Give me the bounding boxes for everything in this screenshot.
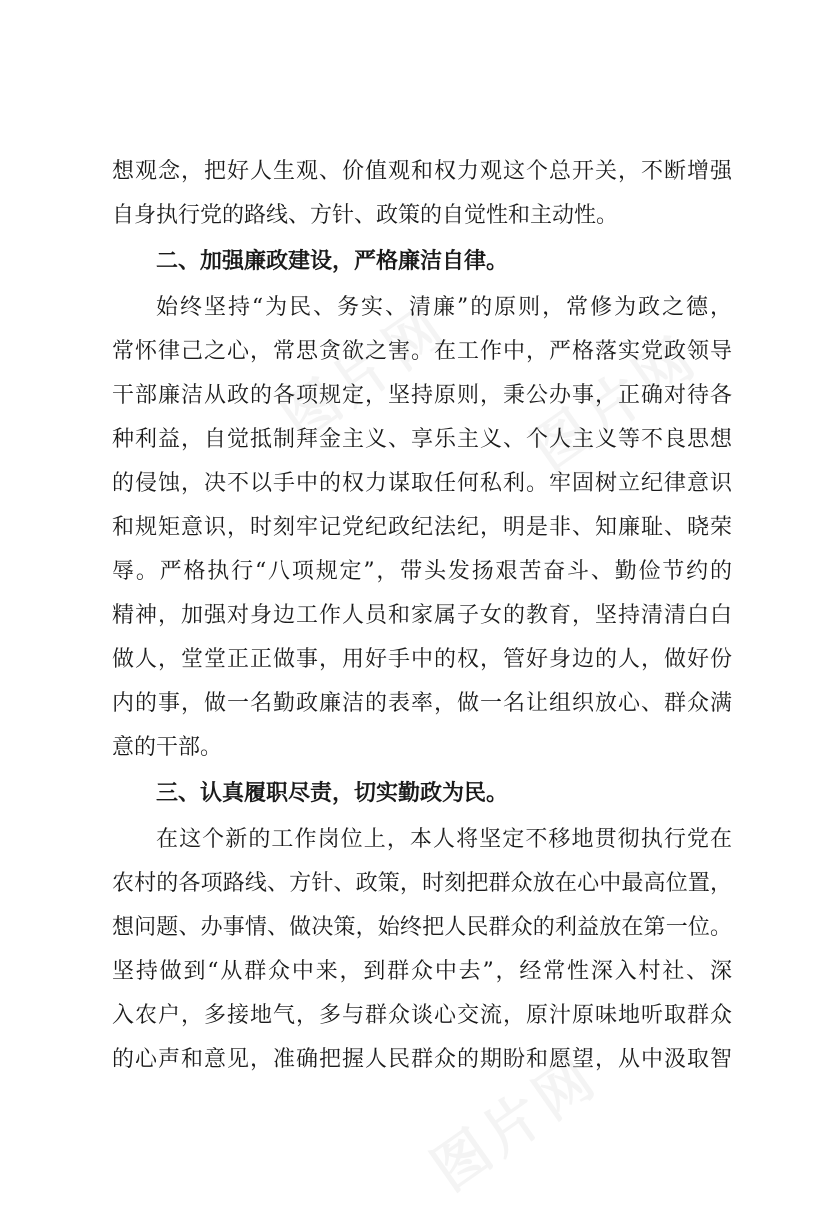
watermark xyxy=(420,1080,606,1160)
paragraph-line: 想观念，把好人生观、价值观和权力观这个总开关，不断增强 xyxy=(112,159,732,184)
paragraph-line: 坚持做到“从群众中来，到群众中去”，经常性深入村社、深 xyxy=(112,959,732,984)
paragraph-line: 的侵蚀，决不以手中的权力谋取任何私利。牢固树立纪律意识 xyxy=(112,471,732,496)
paragraph-line: 想问题、办事情、做决策，始终把人民群众的利益放在第一位。 xyxy=(112,915,732,940)
paragraph-line: 自身执行党的路线、方针、政策的自觉性和主动性。 xyxy=(112,203,619,228)
paragraph-line: 在这个新的工作岗位上，本人将坚定不移地贯彻执行党在 xyxy=(156,827,732,852)
paragraph-line: 干部廉洁从政的各项规定，坚持原则，秉公办事，正确对待各 xyxy=(112,383,732,408)
paragraph-line: 辱。严格执行“八项规定”，带头发扬艰苦奋斗、勤俭节约的 xyxy=(112,559,732,584)
paragraph-line: 和规矩意识，时刻牢记党纪政纪法纪，明是非、知廉耻、晓荣 xyxy=(112,515,732,540)
paragraph-line: 始终坚持“为民、务实、清廉”的原则，常修为政之德， xyxy=(156,295,732,320)
paragraph-line: 常怀律己之心，常思贪欲之害。在工作中，严格落实党政领导 xyxy=(112,339,732,364)
paragraph-line: 意的干部。 xyxy=(112,735,223,760)
section-heading: 三、认真履职尽责，切实勤政为民。 xyxy=(156,781,509,806)
paragraph-line: 入农户，多接地气，多与群众谈心交流，原汁原味地听取群众 xyxy=(112,1003,732,1028)
section-heading: 二、加强廉政建设，严格廉洁自律。 xyxy=(156,249,509,274)
paragraph-line: 做人，堂堂正正做事，用好手中的权，管好身边的人，做好份 xyxy=(112,647,732,672)
paragraph-line: 农村的各项路线、方针、政策，时刻把群众放在心中最高位置， xyxy=(112,871,732,896)
paragraph-line: 精神，加强对身边工作人员和家属子女的教育，坚持清清白白 xyxy=(112,603,732,628)
paragraph-line: 的心声和意见，准确把握人民群众的期盼和愿望，从中汲取智 xyxy=(112,1047,732,1072)
paragraph-line: 内的事，做一名勤政廉洁的表率，做一名让组织放心、群众满 xyxy=(112,691,732,716)
paragraph-line: 种利益，自觉抵制拜金主义、享乐主义、个人主义等不良思想 xyxy=(112,427,732,452)
